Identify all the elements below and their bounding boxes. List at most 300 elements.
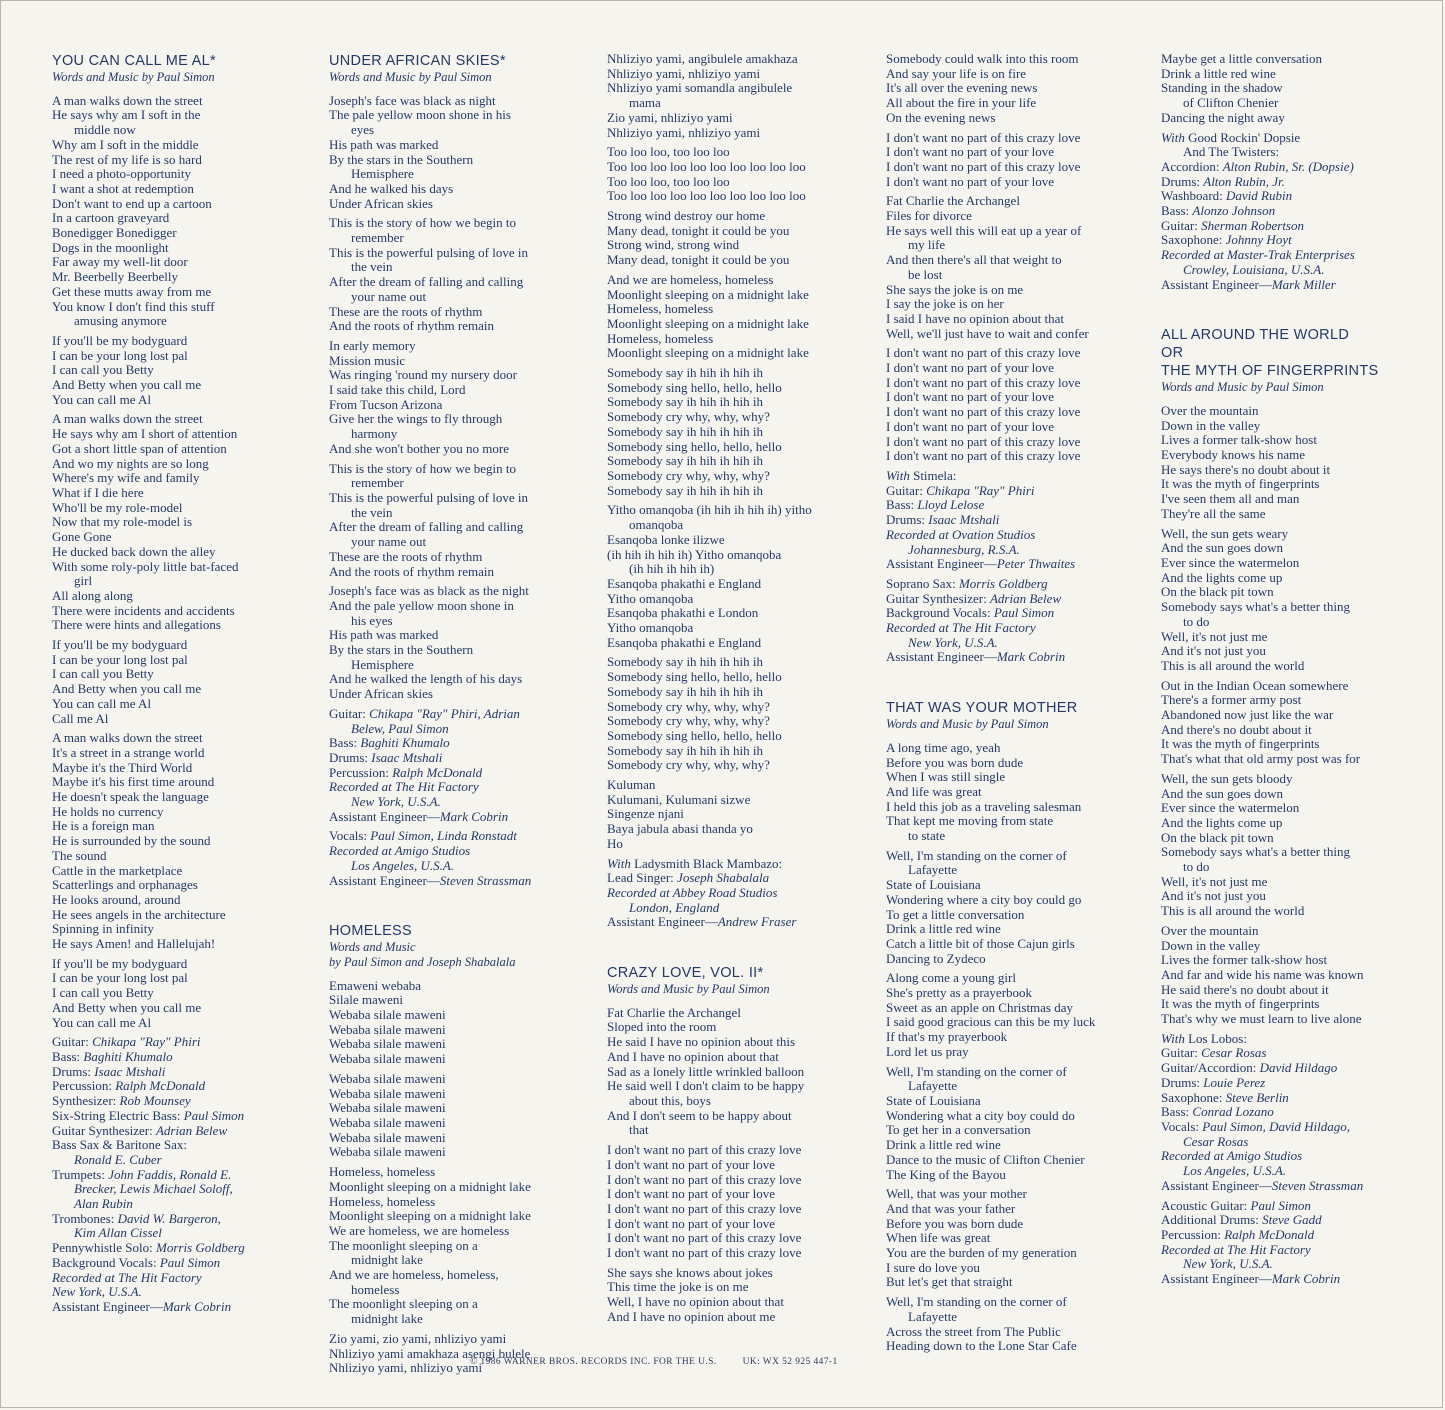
lyric-line: And it's not just you (1161, 888, 1266, 904)
lyric-line: Why am I soft in the middle (52, 136, 199, 152)
lyric-line: Somebody cry why, why, why? (607, 467, 770, 483)
lyric-line: You know I don't find this stuff (52, 298, 215, 314)
lyric-line: You can call me Al (52, 391, 152, 407)
credit-line (329, 780, 579, 795)
credit-line (1161, 1179, 1421, 1194)
byline-line: Words and Music by Paul Simon (607, 982, 770, 997)
lyric-line: Moonlight sleeping on a midnight lake (607, 345, 809, 361)
lyric-line: He sees angels in the architecture (52, 906, 226, 922)
credit-line (329, 766, 579, 781)
lyric-line: Many dead, tonight it could be you (607, 252, 790, 268)
credit-role: Drums: (1161, 1074, 1204, 1090)
credit-name: Paul Simon, David Hildago, (1202, 1119, 1350, 1134)
lyric-line: A man walks down the street (52, 92, 203, 108)
lyric-stanza (886, 1187, 1141, 1290)
song-block (607, 52, 862, 930)
lyric-line: Well, the sun gets weary (1161, 525, 1289, 541)
lyric-line: Who'll be my role-model (52, 499, 183, 515)
lyric-line: Before you was born dude (886, 1215, 1024, 1231)
credit-role: Assistant Engineer— (1161, 276, 1272, 292)
credit-line (886, 528, 1141, 543)
lyric-line: Somebody says what's a better thing (1161, 599, 1351, 615)
lyric-line: Yitho omanqoba (ih hih ih hih ih) yitho (607, 502, 812, 518)
lyric-line: She says she knows about jokes (607, 1264, 773, 1280)
lyric-line: I don't want no part of your love (886, 389, 1055, 405)
lyric-line: Under African skies (329, 686, 433, 702)
credit-role: Guitar/Accordion: (1161, 1060, 1260, 1076)
credit-line (329, 707, 579, 722)
credit-line (52, 1226, 302, 1241)
lyric-stanza (52, 731, 302, 952)
lyric-line: To get a little conversation (886, 906, 1025, 922)
lyric-line: And wo my nights are so long (52, 455, 209, 471)
credit-role: Guitar: (1161, 1045, 1202, 1061)
byline-line: Words and Music (329, 940, 416, 955)
column-4 (886, 52, 1141, 1370)
credit-line (52, 1256, 302, 1271)
lyric-line: omanqoba (629, 517, 684, 533)
lyric-line: What if I die here (52, 484, 144, 500)
lyric-stanza (607, 655, 862, 773)
credits-block (1161, 1032, 1421, 1287)
credit-name: New York, U.S.A. (1183, 1256, 1273, 1272)
credit-name: Recorded at The Hit Factory (886, 620, 1036, 636)
credit-line (607, 857, 862, 872)
lyric-line: Somebody cry why, why, why? (607, 698, 770, 714)
lyric-stanza (886, 971, 1141, 1059)
song-block (52, 52, 302, 1315)
lyric-line: This is the story of how we begin to (329, 215, 517, 231)
credit-line (1161, 1032, 1421, 1047)
lyric-line: Don't want to end up a cartoon (52, 195, 212, 211)
lyric-line: Down in the valley (1161, 417, 1261, 433)
lyric-line: Heading down to the Lone Star Cafe (886, 1338, 1077, 1354)
credit-name: Isaac Mtshali (928, 512, 1000, 528)
lyric-line: amusing anymore (74, 313, 167, 329)
byline-line: Words and Music by Paul Simon (1161, 380, 1324, 395)
lyric-line: Hemisphere (351, 166, 414, 182)
song-gap (329, 904, 579, 922)
lyric-line: And say your life is on fire (886, 65, 1027, 81)
credit-name: Louie Perez (1203, 1074, 1266, 1090)
credit-line (1161, 1199, 1421, 1214)
lyric-line: Webaba silale maweni (329, 1070, 446, 1086)
lyric-line: A man walks down the street (52, 411, 203, 427)
credit-role: Washboard: (1161, 188, 1227, 204)
lyric-stanza (607, 366, 862, 498)
lyric-line: If you'll be my bodyguard (52, 332, 188, 348)
credit-line (52, 1182, 302, 1197)
credit-name: Sherman Robertson (1201, 217, 1304, 233)
credit-line (1161, 219, 1421, 234)
credit-role: Synthesizer: (52, 1093, 120, 1109)
lyric-line: And Betty when you call me (52, 999, 202, 1015)
lyric-stanza (329, 216, 579, 334)
lyric-stanza (329, 979, 579, 1067)
lyric-line: Zio yami, nhliziyo yami (607, 109, 733, 125)
lyric-line: Dancing to Zydeco (886, 950, 986, 966)
lyric-line: your name out (351, 534, 427, 550)
song-title: ALL AROUND THE WORLD (1161, 327, 1350, 344)
lyric-line: And the roots of rhythm remain (329, 563, 494, 579)
credit-line (1161, 248, 1421, 263)
lyric-line: Lafayette (908, 1078, 958, 1094)
credit-line (52, 1153, 302, 1168)
lyric-stanza (52, 412, 302, 633)
lyric-line: He says why am I soft in the (52, 107, 201, 123)
lyric-line: Hemisphere (351, 656, 414, 672)
lyric-line: I don't want no part of this crazy love (886, 404, 1081, 420)
lyric-stanza (607, 1266, 862, 1325)
lyric-line: I don't want no part of your love (886, 144, 1055, 160)
credit-name: Ralph McDonald (392, 764, 483, 780)
lyric-line: Ever since the watermelon (1161, 800, 1300, 816)
song-block (607, 964, 862, 1324)
credit-line (886, 484, 1141, 499)
credit-role: Assistant Engineer— (886, 556, 997, 572)
lyric-line: He said there's no doubt about it (1161, 981, 1329, 997)
lyric-line: It's all over the evening news (886, 80, 1038, 96)
credit-line (886, 650, 1141, 665)
credit-name: Recorded at Amigo Studios (329, 843, 471, 859)
lyric-stanza (1161, 404, 1421, 522)
lyric-stanza (52, 94, 302, 329)
lyric-stanza (52, 334, 302, 408)
credit-line (1161, 1272, 1421, 1287)
credit-name: Paul Simon (183, 1107, 245, 1123)
lyric-line: I need a photo-opportunity (52, 166, 191, 182)
lyric-line: (ih hih ih hih ih) Yitho omanqoba (607, 546, 782, 562)
song-title: YOU CAN CALL ME AL* (52, 53, 216, 69)
credit-line (886, 557, 1141, 572)
lyric-line: And Betty when you call me (52, 681, 202, 697)
song-title: HOMELESS (329, 923, 412, 940)
lyric-line: the vein (351, 259, 393, 275)
credit-role: Vocals: (329, 828, 371, 844)
lyric-line: This is the powerful pulsing of love in (329, 489, 528, 505)
lyric-line: Fat Charlie the Archangel (607, 1004, 741, 1020)
credit-role: Percussion: (1161, 1226, 1225, 1242)
lyric-line: Somebody say ih hih ih hih ih (607, 482, 763, 498)
lyric-line: She says the joke is on me (886, 281, 1024, 297)
lyric-line: Esanqoba lonke ilizwe (607, 531, 725, 547)
lyric-line: And we are homeless, homeless, (329, 1267, 499, 1283)
credit-line (52, 1079, 302, 1094)
lyric-line: This is the powerful pulsing of love in (329, 244, 528, 260)
lyric-line: Yitho omanqoba (607, 620, 694, 636)
credit-name: Mark Miller (1271, 276, 1336, 292)
lyric-line: Drink a little red wine (886, 1137, 1001, 1153)
lyric-line: Got a short little span of attention (52, 440, 227, 456)
lyric-line: homeless (351, 1281, 400, 1297)
credit-role: Assistant Engineer— (52, 1298, 163, 1314)
credit-name: With (1161, 129, 1189, 145)
lyric-line: He says Amen! and Hallelujah! (52, 936, 216, 952)
lyric-line: Was ringing 'round my nursery door (329, 367, 517, 383)
lyric-line: By the stars in the Southern (329, 151, 474, 167)
lyric-line: Somebody sing hello, hello, hello (607, 379, 782, 395)
lyric-stanza (1161, 527, 1421, 674)
lyric-line: Ever since the watermelon (1161, 554, 1300, 570)
lyric-line: I can be your long lost pal (52, 651, 188, 667)
lyric-line: Well, I'm standing on the corner of (886, 1294, 1067, 1310)
lyric-line: Drink a little red wine (1161, 65, 1276, 81)
credit-line (52, 1124, 302, 1139)
lyric-stanza (886, 346, 1141, 464)
credit-line (1161, 1213, 1421, 1228)
lyric-line: The sound (52, 847, 107, 863)
credit-line (1161, 1091, 1421, 1106)
credit-name: London, England (629, 899, 720, 915)
lyric-line: (ih hih ih hih ih) (629, 561, 715, 577)
credit-role: Saxophone: (1161, 232, 1226, 248)
credit-line (52, 1094, 302, 1109)
lyric-line: Webaba silale maweni (329, 1115, 446, 1130)
lyric-line: Too loo loo loo loo loo loo loo loo loo (607, 188, 806, 204)
lyric-line: And the sun goes down (1161, 785, 1284, 801)
lyric-stanza (52, 957, 302, 1031)
lyric-line: A long time ago, yeah (886, 739, 1001, 755)
credit-role: Percussion: (52, 1078, 116, 1094)
credit-line (1161, 131, 1421, 146)
lyric-line: Yitho omanqoba (607, 590, 694, 606)
lyric-line: There were incidents and accidents (52, 602, 235, 618)
lyric-stanza (52, 638, 302, 726)
lyric-line: When life was great (886, 1230, 991, 1246)
lyric-stanza (886, 194, 1141, 341)
lyric-line: Moonlight sleeping on a midnight lake (329, 1208, 531, 1224)
lyric-line: about this, boys (629, 1093, 711, 1108)
lyric-line: And he walked his days (329, 180, 454, 196)
credit-name: New York, U.S.A. (908, 634, 998, 650)
lyric-stanza (329, 94, 579, 212)
lyric-line: This time the joke is on me (607, 1279, 749, 1295)
lyric-line: Standing in the shadow (1161, 80, 1283, 96)
lyric-line: Strong wind, strong wind (607, 237, 740, 253)
credits-block (52, 1035, 302, 1314)
lyric-line: Kuluman (607, 777, 656, 793)
lyric-line: All about the fire in your life (886, 95, 1037, 111)
credit-name: Recorded at Master-Trak Enterprises (1161, 247, 1355, 263)
credit-role: Drums: (886, 512, 929, 528)
credit-role: Accordion: (1161, 158, 1223, 174)
lyric-line: All along along (52, 587, 133, 603)
lyric-line: He is surrounded by the sound (52, 833, 211, 849)
lyric-line: Webaba silale maweni (329, 1144, 446, 1160)
credit-name: Mark Cobrin (162, 1298, 232, 1314)
lyric-line: Homeless, homeless (607, 301, 714, 317)
lyric-stanza (329, 339, 579, 457)
lyric-line: Lafayette (908, 1308, 958, 1324)
lyric-line: I don't want no part of this crazy love (886, 158, 1081, 174)
song-byline (886, 717, 1141, 732)
lyric-line: Nhliziyo yami, nhliziyo yami (329, 1360, 483, 1376)
credit-role: Drums: (1161, 173, 1204, 189)
lyric-line: I said I have no opinion about that (886, 310, 1064, 326)
lyric-line: your name out (351, 288, 427, 304)
lyric-line: Somebody cry why, why, why? (607, 713, 770, 729)
credit-role: Background Vocals: (886, 605, 994, 621)
credit-line (1161, 278, 1421, 293)
credit-line (886, 469, 1141, 484)
lyric-line: I don't want no part of this crazy love (886, 345, 1081, 361)
lyric-line: He said well I don't claim to be happy (607, 1078, 805, 1094)
lyric-line: Lord let us pray (886, 1043, 969, 1059)
song-block (886, 699, 1141, 1354)
lyric-line: Well, it's not just me (1161, 873, 1268, 889)
lyric-line: Webaba silale maweni (329, 1036, 446, 1052)
lyric-line: It's a street in a strange world (52, 744, 205, 760)
credit-line (52, 1197, 302, 1212)
lyric-line: Well, that was your mother (886, 1186, 1027, 1202)
lyric-stanza (329, 462, 579, 580)
lyric-line: His path was marked (329, 627, 439, 643)
credit-line (886, 577, 1141, 592)
lyric-line: Joseph's face was as black as the night (329, 583, 529, 599)
lyric-line: We are homeless, we are homeless (329, 1222, 510, 1238)
credit-name: David W. Bargeron, (117, 1210, 221, 1226)
credit-name: With (607, 855, 635, 871)
lyric-line: I don't want no part of this crazy love (607, 1142, 802, 1158)
lyric-line: I don't want no part of your love (607, 1156, 776, 1172)
credit-name: With (1161, 1030, 1189, 1046)
credit-role: Six-String Electric Bass: (52, 1107, 184, 1123)
credit-name: Adrian Belew (155, 1122, 228, 1138)
credit-line (52, 1035, 302, 1050)
credit-line (329, 810, 579, 825)
credit-line (886, 621, 1141, 636)
lyric-line: I don't want no part of this crazy love (886, 129, 1081, 145)
lyric-line: I can call you Betty (52, 985, 154, 1001)
credit-line (886, 513, 1141, 528)
credit-line (1161, 1257, 1421, 1272)
lyric-line: middle now (74, 122, 136, 138)
lyric-line: The moonlight sleeping on a (329, 1237, 478, 1253)
lyric-line: Webaba silale maweni (329, 1051, 446, 1067)
credit-name: Paul Simon (1250, 1197, 1311, 1213)
song-byline (329, 940, 579, 969)
lyric-line: They're all the same (1161, 505, 1266, 521)
credit-line (1161, 1149, 1421, 1164)
lyric-stanza (886, 849, 1141, 967)
column-2 (329, 52, 579, 1392)
song-subtitle: THE MYTH OF FINGERPRINTS (1161, 363, 1379, 380)
credit-role: Guitar Synthesizer: (52, 1122, 156, 1138)
byline-line: Words and Music by Paul Simon (329, 70, 492, 84)
credit-line (52, 1271, 302, 1286)
credit-name: Baghiti Khumalo (83, 1049, 173, 1064)
credit-line (1161, 145, 1421, 160)
credit-name: John Faddis, Ronald E. (108, 1166, 232, 1182)
lyric-stanza (329, 584, 579, 702)
lyric-line: Across the street from The Public (886, 1323, 1061, 1339)
credit-role: Guitar: (329, 705, 370, 721)
lyric-line: remember (351, 475, 404, 491)
lyric-line: Many dead, tonight it could be you (607, 222, 790, 238)
credit-name: Crowley, Louisiana, U.S.A. (1183, 261, 1325, 277)
lyric-line: mama (629, 95, 661, 111)
credit-name: Mark Cobrin (996, 649, 1066, 665)
credit-name: Chikapa "Ray" Phiri (92, 1034, 201, 1050)
lyric-line: I've seen them all and man (1161, 491, 1300, 507)
song-block (1161, 326, 1421, 1286)
lyric-line: I sure do love you (886, 1259, 980, 1275)
credit-line (329, 844, 579, 859)
credit-role: Assistant Engineer— (1161, 1177, 1272, 1193)
lyric-line: Dance to the music of Clifton Chenier (886, 1151, 1085, 1167)
lyric-line: I don't want no part of this crazy love (607, 1200, 802, 1216)
credit-role: Bass Sax & Baritone Sax: (52, 1137, 188, 1153)
lyric-line: To get her in a conversation (886, 1122, 1031, 1138)
lyric-line: There were hints and allegations (52, 617, 221, 633)
credit-line (1161, 160, 1421, 175)
lyric-line: Before you was born dude (886, 754, 1024, 770)
lyric-line: I want a shot at redemption (52, 180, 194, 196)
credit-role: Ladysmith Black Mambazo: (634, 855, 783, 871)
lyric-line: If that's my prayerbook (886, 1029, 1008, 1045)
lyric-line: The moonlight sleeping on a (329, 1296, 478, 1312)
credit-role: Good Rockin' Dopsie (1188, 129, 1301, 145)
song-title: THAT WAS YOUR MOTHER (886, 700, 1078, 717)
lyric-line: If you'll be my bodyguard (52, 955, 188, 971)
lyric-line: And he walked the length of his days (329, 671, 523, 687)
credit-line (886, 498, 1141, 513)
lyric-line: Gone Gone (52, 529, 112, 545)
lyric-line: By the stars in the Southern (329, 642, 474, 658)
lyric-line: Moonlight sleeping on a midnight lake (607, 286, 809, 302)
credit-name: Andrew Fraser (717, 914, 797, 930)
lyric-line: Somebody cry why, why, why? (607, 409, 770, 425)
credit-line (52, 1212, 302, 1227)
lyric-line: his eyes (351, 612, 393, 628)
credits-block (1161, 131, 1421, 293)
credit-name: Paul Simon, Linda Ronstadt (370, 828, 517, 844)
lyric-line: be lost (908, 266, 943, 282)
lyric-line: Webaba silale maweni (329, 1007, 446, 1023)
lyric-line: Mr. Beerbelly Beerbelly (52, 269, 178, 285)
credit-role: Vocals: (1161, 1119, 1203, 1134)
lyric-line: Dogs in the moonlight (52, 239, 169, 255)
lyric-line: Well, I'm standing on the corner of (886, 1063, 1067, 1079)
credit-role: Guitar: (1161, 217, 1202, 233)
credit-role: Drums: (329, 749, 372, 765)
credit-name: Cesar Rosas (1183, 1133, 1249, 1149)
lyric-line: my life (908, 237, 946, 253)
lyric-line: to do (1183, 613, 1210, 629)
lyric-line: He said I have no opinion about this (607, 1034, 796, 1050)
song-byline (1161, 380, 1421, 395)
lyric-line: If you'll be my bodyguard (52, 637, 188, 653)
credit-role: Soprano Sax: (886, 575, 959, 591)
lyric-line: Spinning in infinity (52, 921, 154, 937)
credit-line (52, 1168, 302, 1183)
lyric-line: Silale maweni (329, 992, 404, 1008)
lyric-line: On the black pit town (1161, 829, 1274, 845)
lyric-line: And I don't seem to be happy about (607, 1107, 792, 1123)
lyric-line: Abandoned now just like the war (1161, 707, 1334, 723)
lyric-line: I don't want no part of this crazy love (607, 1245, 802, 1261)
column-3 (607, 52, 862, 1341)
lyric-stanza (886, 52, 1141, 126)
lyric-line: I can call you Betty (52, 666, 154, 682)
credit-name: Conrad Lozano (1192, 1104, 1274, 1120)
credit-name: Brecker, Lewis Michael Soloff, (74, 1181, 233, 1197)
lyric-line: Webaba silale maweni (329, 1085, 446, 1101)
credit-name: Paul Simon (159, 1254, 221, 1270)
lyric-line: And the pale yellow moon shone in (329, 597, 514, 613)
lyric-line: Somebody sing hello, hello, hello (607, 669, 782, 685)
lyric-line: He is a foreign man (52, 818, 155, 834)
